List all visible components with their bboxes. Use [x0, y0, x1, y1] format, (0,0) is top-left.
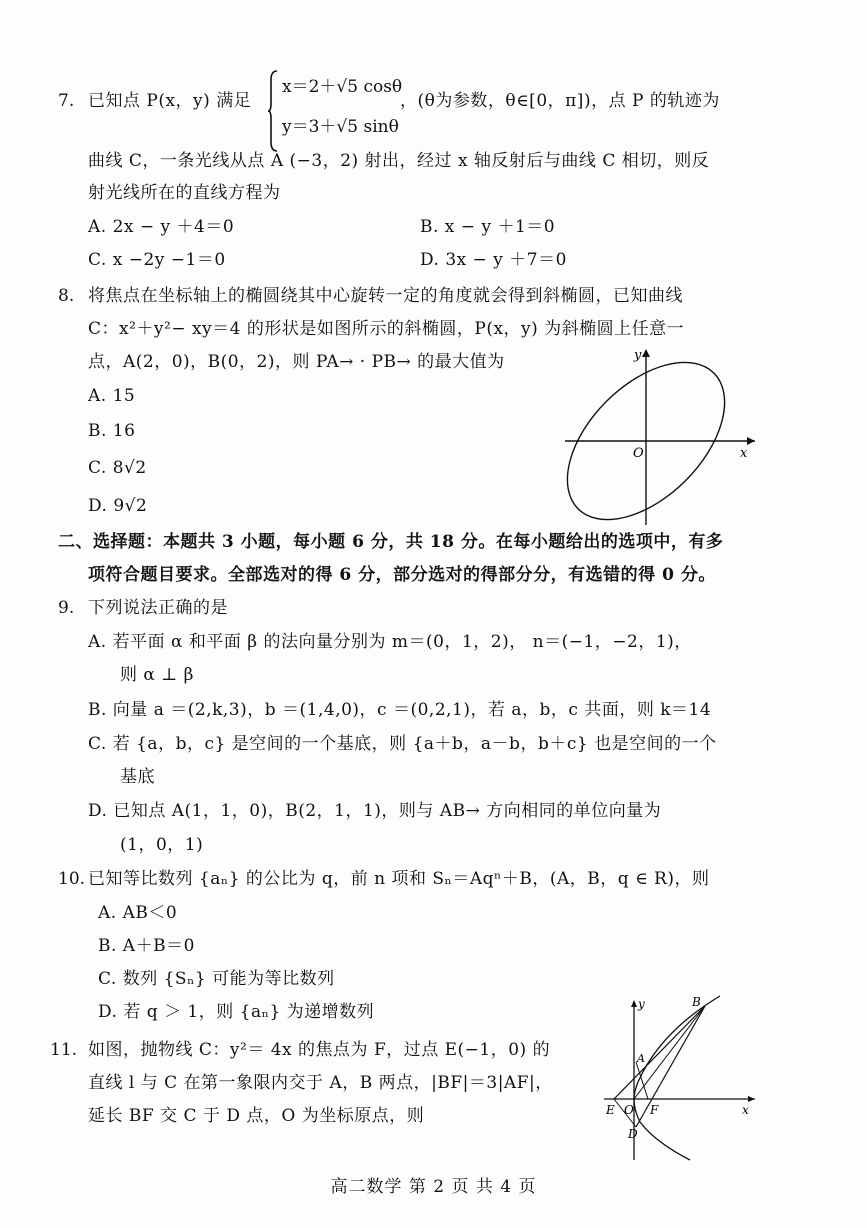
q10-option-d: D. 若 q ＞ 1，则 {aₙ} 为递增数列 [98, 1002, 375, 1022]
q11-point-D-label: D [628, 1127, 638, 1141]
q11-point-O-label: O [624, 1103, 634, 1117]
q11-line2: 直线 l 与 C 在第一象限内交于 A，B 两点，|BF|＝3|AF|， [88, 1073, 553, 1093]
left-brace-icon [268, 70, 278, 152]
q8-line3: 点，A(2，0)，B(0，2)，则 PA→ · PB→ 的最大值为 [88, 352, 505, 372]
q9-option-c-line1: C. 若 {a，b，c} 是空间的一个基底，则 {a＋b，a－b，b＋c} 也是空间的一个 [88, 734, 717, 754]
q9-option-c-line2: 基底 [120, 767, 155, 787]
q8-option-b: B. 16 [88, 421, 136, 441]
q11-x-label: x [742, 1103, 749, 1117]
q8-y-label: y [634, 348, 642, 363]
q7-line1-post: ，(θ为参数，θ∈[0，π])，点 P 的轨迹为 [400, 91, 720, 111]
q9-option-d-line1: D. 已知点 A(1，1，0)，B(2，1，1)，则与 AB→ 方向相同的单位向量为 [88, 801, 662, 821]
q8-x-label: x [740, 446, 748, 461]
q8-option-d: D. 9√2 [88, 496, 148, 516]
q11-point-B-label: B [692, 995, 701, 1009]
q9-number: 9. [58, 598, 75, 618]
page-footer: 高二数学 第 2 页 共 4 页 [330, 1177, 537, 1197]
q10-number: 10. [58, 869, 86, 889]
q11-parabola-curve [634, 996, 720, 1160]
q7-option-c: C. x −2y −1＝0 [88, 250, 226, 270]
q8-option-a: A. 15 [88, 386, 136, 406]
q11-number: 11. [50, 1040, 78, 1060]
q11-point-A-label: A [637, 1052, 645, 1065]
q10-option-a: A. AB＜0 [98, 903, 178, 923]
q10-option-c: C. 数列 {Sₙ} 可能为等比数列 [98, 969, 335, 989]
q10-stem: 已知等比数列 {aₙ} 的公比为 q，前 n 项和 Sₙ＝Aqⁿ＋B，(A，B，q ∈ R)，则 [88, 869, 710, 889]
q8-origin-label: O [633, 446, 644, 461]
q7-option-d: D. 3x − y ＋7＝0 [420, 250, 567, 270]
q9-option-b: B. 向量 a ＝(2,k,3)，b ＝(1,4,0)，c ＝(0,2,1)，若 a，b，c 共面，则 k＝14 [88, 700, 712, 720]
q10-option-b: B. A＋B＝0 [98, 936, 195, 956]
q11-point-F-label: F [650, 1103, 659, 1117]
q11-x-arrow-icon [748, 1096, 755, 1102]
q8-option-c: C. 8√2 [88, 458, 147, 478]
q9-option-a-line1: A. 若平面 α 和平面 β 的法向量分别为 m＝(0，1，2)， n＝(−1，−2，1)， [88, 632, 692, 652]
q11-y-label: y [638, 997, 645, 1011]
q11-line1: 如图，抛物线 C：y²＝ 4x 的焦点为 F，过点 E(−1，0) 的 [88, 1040, 551, 1060]
q9-option-a-line2: 则 α ⊥ β [120, 665, 195, 685]
q8-line1: 将焦点在坐标轴上的椭圆绕其中心旋转一定的角度就会得到斜椭圆，已知曲线 [88, 286, 683, 306]
q7-line3: 射光线所在的直线方程为 [88, 183, 281, 203]
q7-line2: 曲线 C，一条光线从点 A (−3，2) 射出，经过 x 轴反射后与曲线 C 相切，则反 [88, 151, 710, 171]
q9-option-d-line2: (1，0，1) [120, 835, 204, 855]
q7-number: 7. [58, 91, 75, 111]
q11-y-arrow-icon [631, 1000, 637, 1007]
q8-number: 8. [58, 286, 75, 306]
q8-x-arrow-icon [747, 437, 755, 445]
section2-heading-line2: 项符合题目要求。全部选对的得 6 分，部分选对的得部分分，有选错的得 0 分。 [88, 565, 716, 585]
q11-line3: 延长 BF 交 C 于 D 点，O 为坐标原点，则 [88, 1106, 425, 1126]
q8-y-arrow-icon [642, 349, 650, 357]
q7-option-a: A. 2x − y ＋4＝0 [88, 217, 235, 237]
q7-option-b: B. x − y ＋1＝0 [420, 217, 556, 237]
q7-equation-x: x＝2＋√5 cosθ [282, 77, 403, 97]
q7-equation-y: y＝3＋√5 sinθ [282, 117, 399, 137]
q8-tilted-ellipse [560, 345, 753, 530]
q11-point-E-label: E [606, 1103, 615, 1117]
q8-line2: C：x²＋y²− xy＝4 的形状是如图所示的斜椭圆，P(x，y) 为斜椭圆上任意一 [88, 319, 685, 339]
q8-ellipse-figure [560, 345, 760, 530]
q9-stem: 下列说法正确的是 [88, 598, 228, 618]
q7-line1-pre: 已知点 P(x，y) 满足 [88, 91, 252, 111]
section2-heading-line1: 二、选择题：本题共 3 小题，每小题 6 分，共 18 分。在每小题给出的选项中，有多 [58, 532, 724, 552]
q11-parabola-figure [600, 992, 760, 1162]
